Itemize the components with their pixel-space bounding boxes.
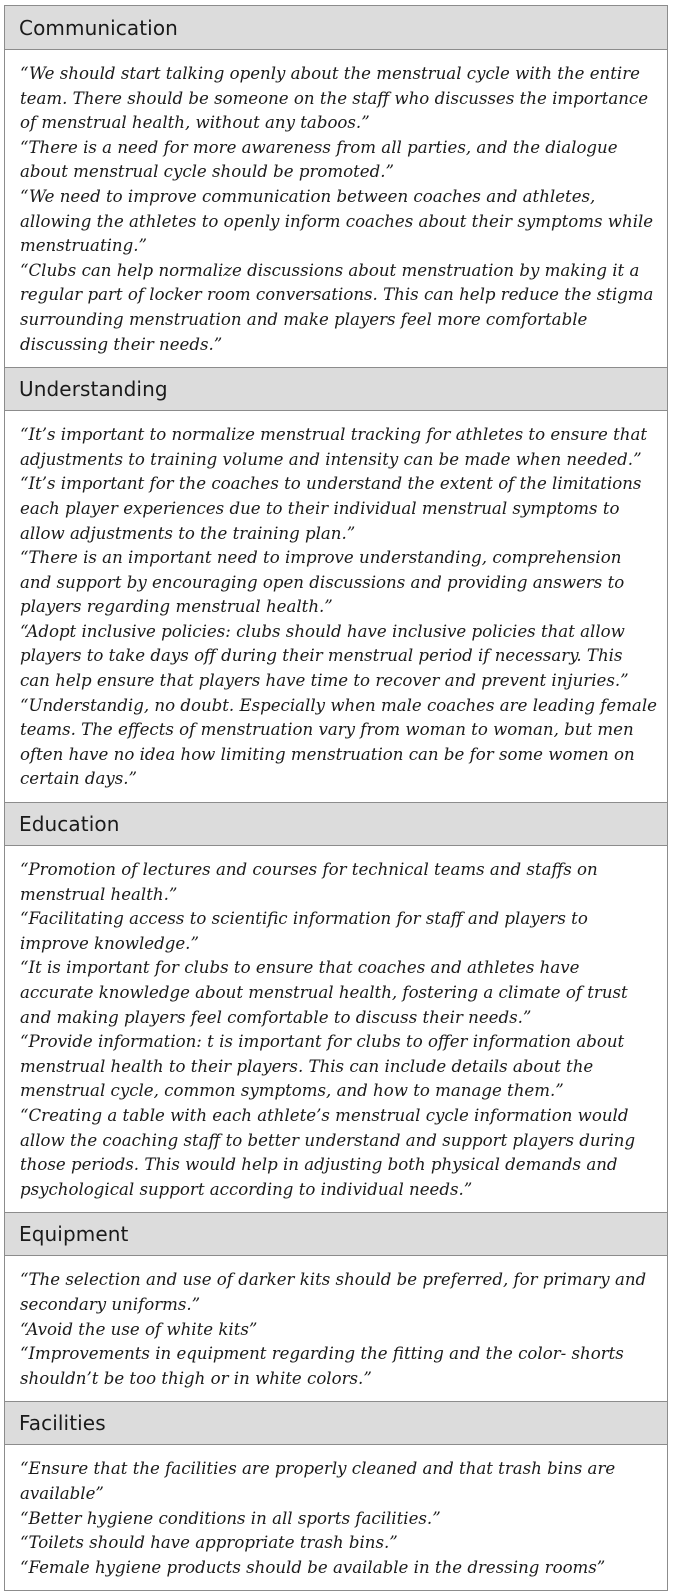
quote: “We should start talking openly about the menstrual cycle with the entire team. There should be someone on the staff who discusses the importance of menstrual health, without any taboos.” [20, 64, 649, 133]
section-body [5, 1256, 667, 1401]
quote: “Improvements in equipment regarding the fitting and the color- shorts shouldn’t be too thigh or in white colors.” [20, 1344, 624, 1388]
section-header: Equipment [5, 1212, 667, 1256]
quote: “Toilets should have appropriate trash bins.” [20, 1533, 398, 1553]
quote: “Provide information: t is important for clubs to offer information about menstrual health to their players. This can include details about the menstrual cycle, common symptoms, and how to manage them.” [20, 1032, 625, 1101]
section-understanding [5, 367, 667, 802]
quote: “Promotion of lectures and courses for technical teams and staffs on menstrual health.” [20, 860, 598, 904]
quote: “It’s important for the coaches to understand the extent of the limitations each player experiences due to their individual menstrual symptoms to allow adjustments to the training plan.” [20, 474, 642, 543]
section-header: Communication [5, 6, 667, 50]
section-facilities [5, 1401, 667, 1590]
section-body [5, 1445, 667, 1590]
quote: “We need to improve communication between coaches and athletes, allowing the athletes to openly inform coaches about their symptoms while menstruating.” [20, 186, 654, 256]
recommendations-table [4, 5, 668, 1591]
section-education [5, 802, 667, 1212]
section-body [5, 411, 667, 802]
quote: “There is an important need to improve understanding, comprehension and support by encouraging open discussions and providing answers to players regarding menstrual health.” [20, 548, 625, 617]
section-body [5, 50, 667, 367]
section-body [5, 846, 667, 1212]
quote: “Creating a table with each athlete’s menstrual cycle information would allow the coaching staff to better understand and support players during those periods. This would help in adjusting both physical demands and psychological support according to individual needs.” [20, 1105, 636, 1199]
quote: “Facilitating access to scientific information for staff and players to improve knowledge.” [20, 909, 588, 953]
quote: “Better hygiene conditions in all sports facilities.” [20, 1508, 441, 1528]
section-header: Facilities [5, 1401, 667, 1445]
quote: “Ensure that the facilities are properly cleaned and that trash bins are available” [20, 1459, 616, 1503]
section-header: Understanding [5, 367, 667, 411]
quote: “The selection and use of darker kits should be preferred, for primary and secondary uniforms.” [20, 1270, 647, 1314]
quote: “Clubs can help normalize discussions about menstruation by making it a regular part of locker room conversations. This can help reduce the stigma surrounding menstruation and make players feel more comfortable discussing their needs.” [20, 260, 654, 354]
quote: “Female hygiene products should be available in the dressing rooms” [20, 1557, 606, 1577]
section-equipment [5, 1212, 667, 1401]
quote: “Avoid the use of white kits” [20, 1319, 258, 1339]
quote: “It is important for clubs to ensure that coaches and athletes have accurate knowledge about menstrual health, fostering a climate of trust and making players feel comfortable to discuss their needs.” [20, 958, 628, 1027]
quote: “It’s important to normalize menstrual tracking for athletes to ensure that adjustments to training volume and intensity can be made when needed.” [20, 425, 648, 469]
quote: “Understandig, no doubt. Especially when male coaches are leading female teams. The effects of menstruation vary from woman to woman, but men often have no idea how limiting menstruation can be for some women on certain days.” [20, 695, 657, 789]
quote: “Adopt inclusive policies: clubs should have inclusive policies that allow players to take days off during their menstrual period if necessary. This can help ensure that players have time to recover and prevent injuries.” [20, 621, 629, 691]
quote: “There is a need for more awareness from all parties, and the dialogue about menstrual cycle should be promoted.” [20, 137, 618, 182]
section-communication [5, 6, 667, 367]
section-header: Education [5, 802, 667, 846]
